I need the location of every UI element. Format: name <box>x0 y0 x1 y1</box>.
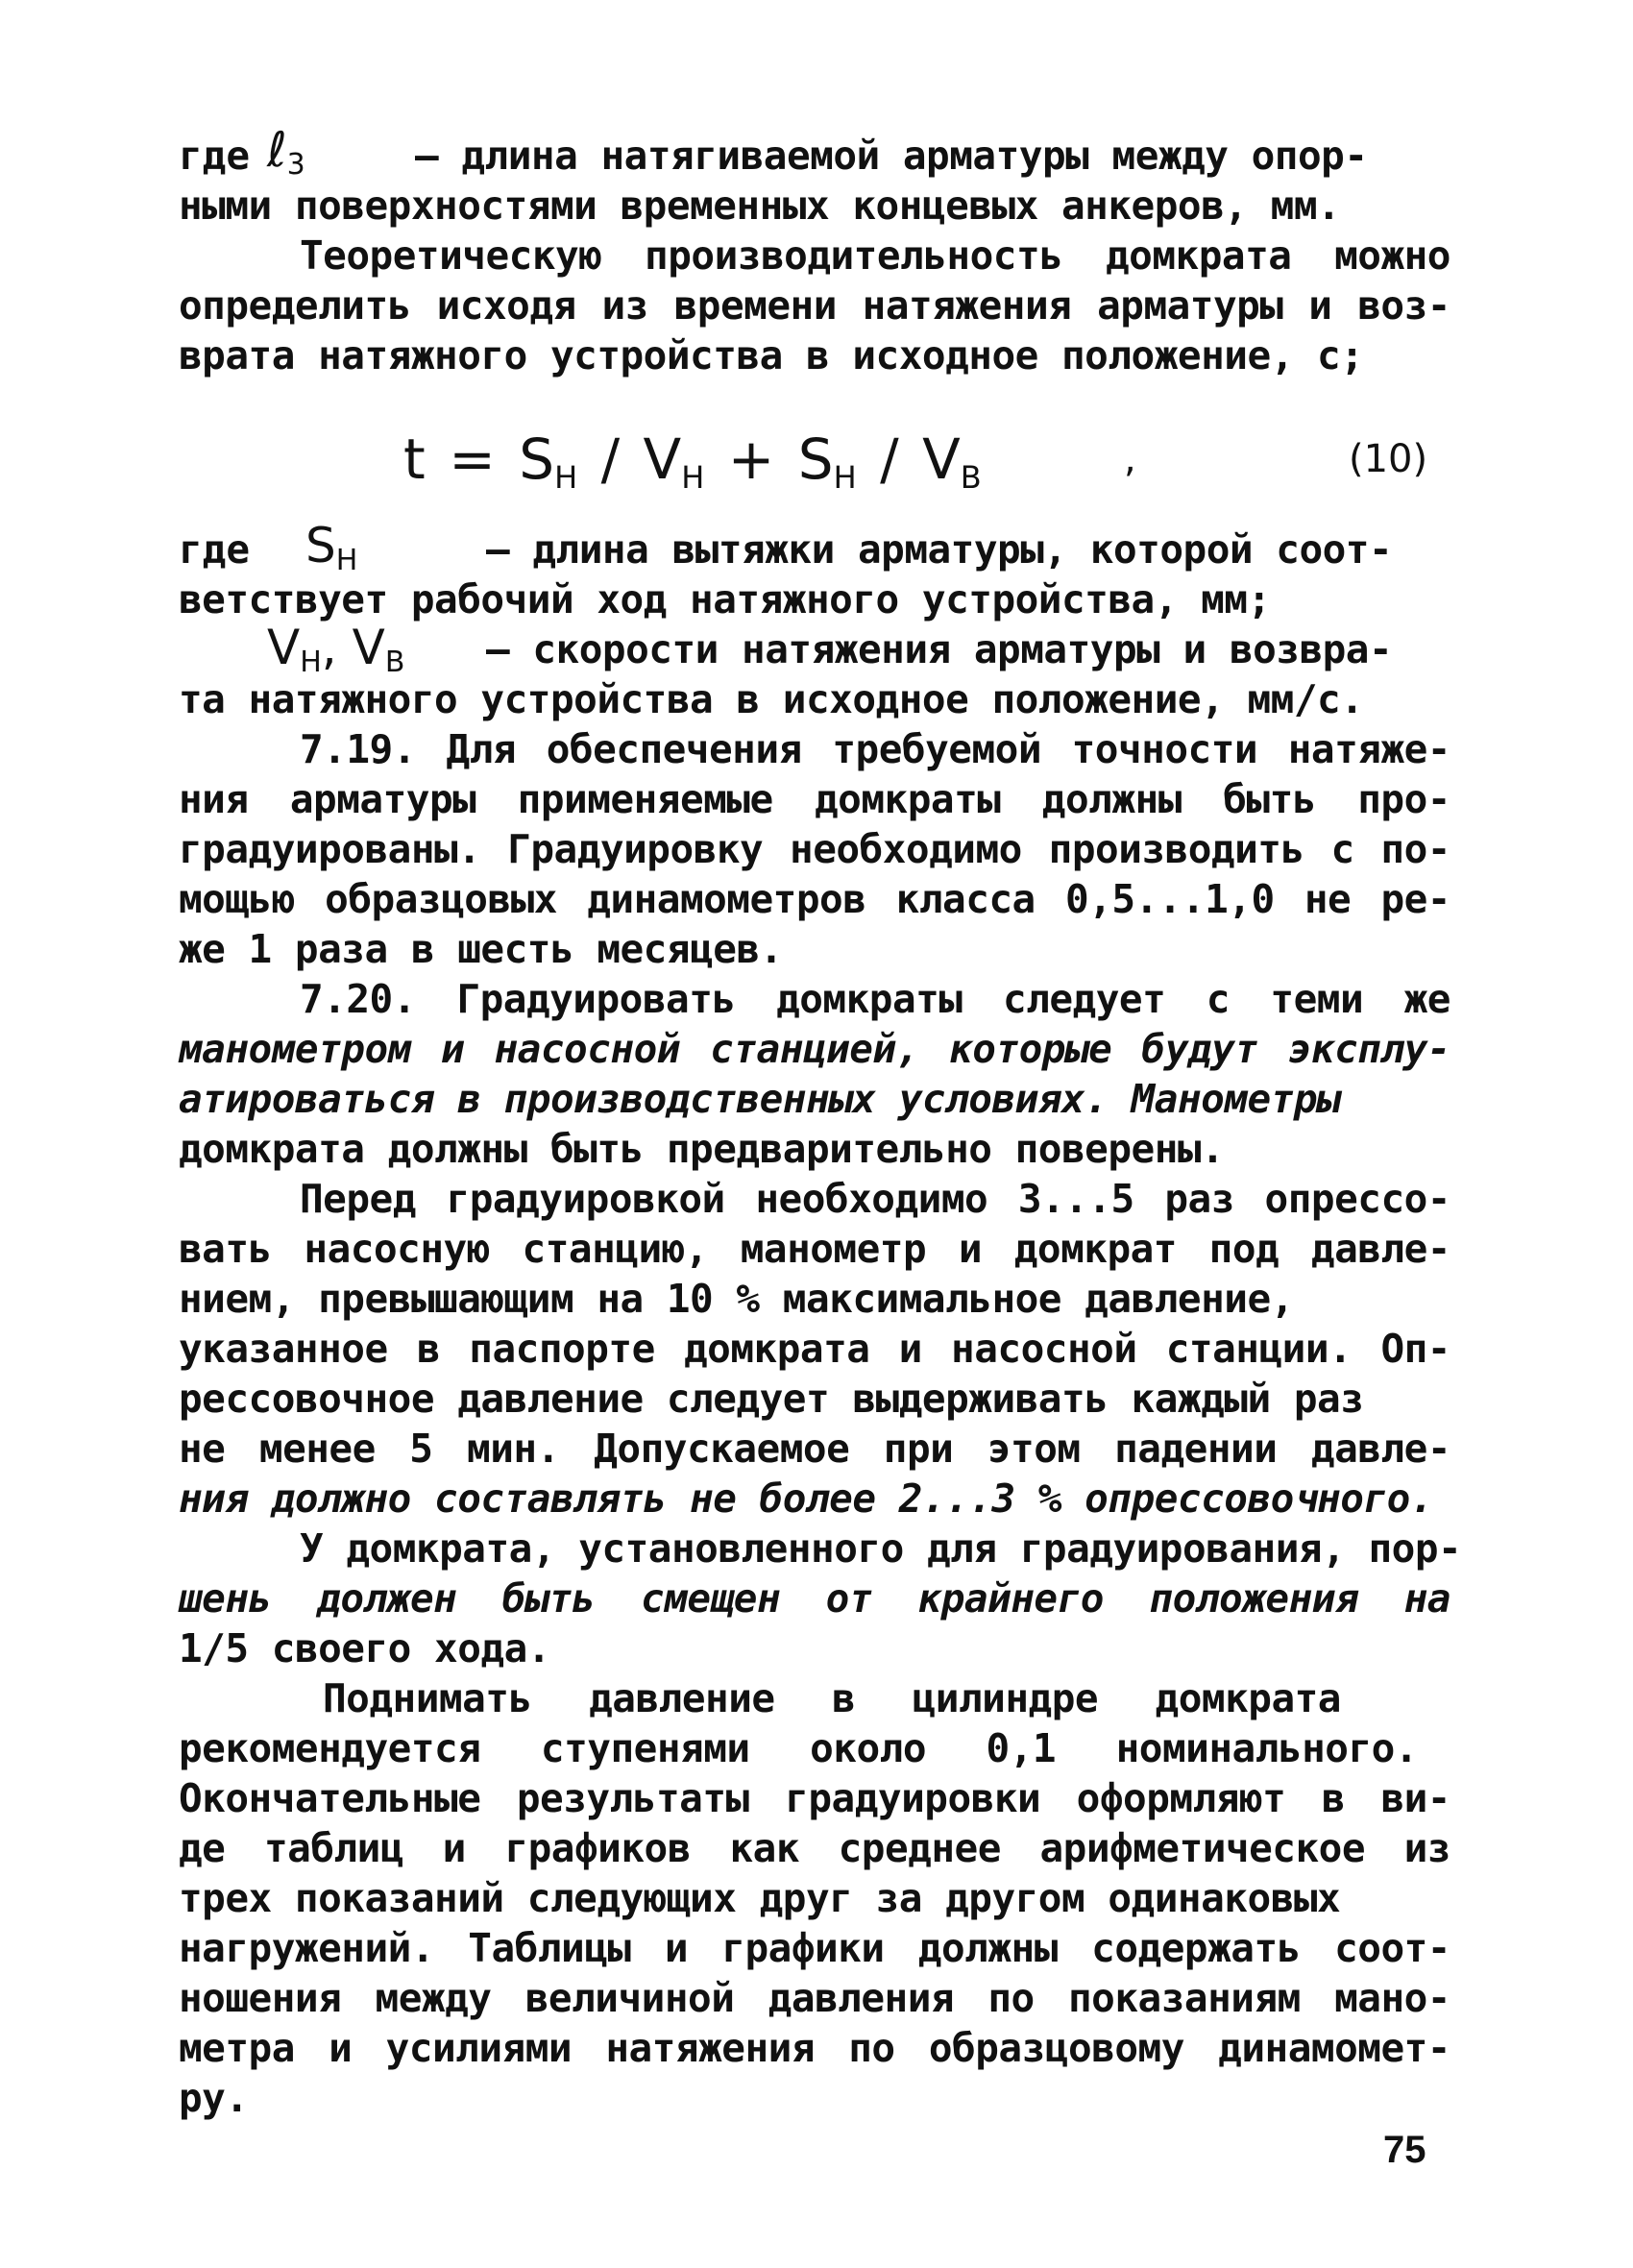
where-label-1: где <box>179 133 251 179</box>
formula-comma: , <box>1124 437 1136 481</box>
para-pressing-line-1: Перед градуировкой необходимо 3...5 раз опрессо- <box>300 1176 1450 1222</box>
para-piston-line-3: 1/5 своего хода. <box>179 1625 550 1671</box>
formula-v2 <box>922 427 982 496</box>
para-7-19-line-5: же 1 раза в шесть месяцев. <box>179 926 783 972</box>
equation-number: (10) <box>1349 437 1428 481</box>
para-raise-line-5: трех показаний следующих друг за другом одинаковых <box>179 1875 1341 1921</box>
formula-s2-letter: S <box>797 427 834 492</box>
symbol-l3 <box>267 122 305 190</box>
para-7-19-line-2: ния арматуры применяемые домкраты должны быть про- <box>179 776 1450 822</box>
symbol-l: ℓ <box>267 122 287 178</box>
formula-slash-1: / <box>600 427 621 492</box>
para-raise-line-4: де таблиц и графиков как среднее арифметическое из <box>179 1825 1450 1871</box>
formula-v2-sub: B <box>960 459 982 496</box>
formula-plus: + <box>727 427 775 492</box>
para-7-20-line-4: домкрата должны быть предварительно поверены. <box>179 1126 1225 1172</box>
formula-slash-2: / <box>880 427 899 492</box>
para-piston-line-1: У домкрата, установленного для градуирования, пор- <box>300 1525 1462 1572</box>
para-raise-line-8: метра и усилиями натяжения по образцовому динамомет- <box>179 2025 1450 2071</box>
formula-s1-letter: S <box>519 427 555 492</box>
definition-v-line2: та натяжного устройства в исходное положение, мм/с. <box>179 676 1364 722</box>
para-raise-line-3: Окончательные результаты градуировки оформляют в ви- <box>179 1775 1450 1821</box>
para-pressing-line-7: ния должно составлять не более 2...3 % опрессовочного. <box>179 1475 1433 1522</box>
definition-l3-line2: ными поверхностями временных концевых анкеров, мм. <box>179 183 1341 229</box>
symbol-l-subscript: 3 <box>286 148 305 182</box>
productivity-line-1: Теоретическую производительность домкрата можно <box>300 232 1450 279</box>
formula-s2 <box>797 427 857 496</box>
symbol-v-h: V <box>267 620 301 675</box>
para-7-20-line-3: атироваться в производственных условиях. Манометры <box>179 1076 1341 1122</box>
definition-v-line1: – скорости натяжения арматуры и возвра- <box>486 626 1393 672</box>
symbol-v-b-sub: B <box>384 646 405 679</box>
productivity-line-2: определить исходя из времени натяжения арматуры и воз- <box>179 282 1450 329</box>
para-piston-line-2: шень должен быть смещен от крайнего положения на <box>179 1575 1450 1622</box>
symbol-s-subscript: H <box>335 544 358 577</box>
para-raise-line-1: Поднимать давление в цилиндре домкрата <box>323 1675 1341 1721</box>
formula-v1-letter: V <box>643 427 682 492</box>
symbol-separator: , <box>321 620 337 675</box>
para-pressing-line-6: не менее 5 мин. Допускаемое при этом падении давле- <box>179 1426 1450 1472</box>
para-raise-line-9: ру. <box>179 2075 249 2121</box>
formula-10 <box>403 428 982 508</box>
para-pressing-line-4: указанное в паспорте домкрата и насосной станции. Оп- <box>179 1326 1450 1372</box>
formula-t: t <box>403 427 426 492</box>
definition-sh-line1: – длина вытяжки арматуры, которой соот- <box>486 526 1393 573</box>
where-label-2: где <box>179 526 251 573</box>
para-raise-line-2: рекомендуется ступенями около 0,1 номинального. <box>179 1725 1418 1771</box>
formula-v2-letter: V <box>922 427 961 492</box>
formula-v1 <box>643 427 705 496</box>
definition-l3-line1: – длина натягиваемой арматуры между опор- <box>415 133 1368 179</box>
productivity-line-3: врата натяжного устройства в исходное положение, с; <box>179 332 1364 378</box>
formula-s1-sub: H <box>554 459 578 496</box>
formula-equals: = <box>449 427 496 492</box>
para-7-20-line-1: 7.20. Градуировать домкраты следует с теми же <box>300 976 1450 1022</box>
formula-s1 <box>519 427 578 496</box>
para-raise-line-6: нагружений. Таблицы и графики должны содержать соот- <box>179 1925 1450 1971</box>
para-7-19-line-4: мощью образцовых динамометров класса 0,5...1,0 не ре- <box>179 876 1450 922</box>
para-raise-line-7: ношения между величиной давления по показаниям мано- <box>179 1975 1450 2021</box>
symbol-v-b: V <box>352 620 385 675</box>
para-pressing-line-3: нием, превышающим на 10 % максимальное давление, <box>179 1276 1294 1322</box>
formula-s2-sub: H <box>833 459 857 496</box>
para-pressing-line-5: рессовочное давление следует выдерживать каждый раз <box>179 1376 1364 1422</box>
para-pressing-line-2: вать насосную станцию, манометр и домкрат под давле- <box>179 1226 1450 1272</box>
para-7-20-line-2: манометром и насосной станцией, которые будут эксплу- <box>179 1026 1450 1072</box>
page-number: 75 <box>1383 2129 1426 2171</box>
formula-v1-sub: H <box>681 459 705 496</box>
symbol-v-h-sub: H <box>300 646 322 679</box>
para-7-19-line-1: 7.19. Для обеспечения требуемой точности натяже- <box>300 726 1450 772</box>
symbol-s: S <box>305 518 336 573</box>
definition-sh-line2: ветствует рабочий ход натяжного устройства, мм; <box>179 576 1271 622</box>
para-7-19-line-3: градуированы. Градуировку необходимо производить с по- <box>179 826 1450 872</box>
